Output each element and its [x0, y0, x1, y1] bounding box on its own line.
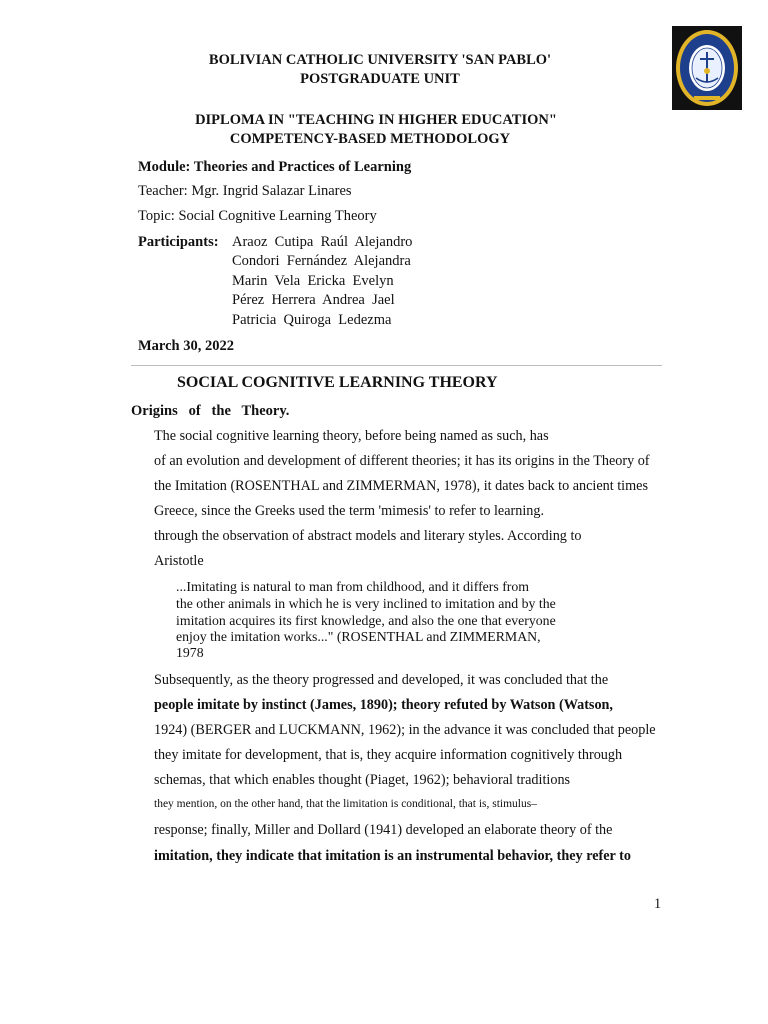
- topic-line: Topic: Social Cognitive Learning Theory: [138, 208, 377, 224]
- quote-line: the other animals in which he is very inclined to imitation and by the: [176, 596, 556, 611]
- quote-line: enjoy the imitation works..." (ROSENTHAL and ZIMMERMAN,: [176, 629, 541, 644]
- paragraph-line: The social cognitive learning theory, before being named as such, has: [154, 428, 549, 444]
- paragraph-line: imitation, they indicate that imitation is an instrumental behavior, they refer to: [154, 848, 631, 864]
- participant-name: Condori Fernández Alejandra: [232, 253, 411, 269]
- participants-label: Participants:: [138, 234, 219, 250]
- diploma-title: DIPLOMA IN "TEACHING IN HIGHER EDUCATION": [195, 112, 557, 128]
- quote-line: 1978: [176, 645, 204, 660]
- quote-line: ...Imitating is natural to man from childhood, and it differs from: [176, 579, 530, 594]
- paragraph-line: Aristotle: [154, 553, 204, 569]
- paragraph-line: through the observation of abstract models and literary styles. According to: [154, 528, 582, 544]
- quote-line: imitation acquires its first knowledge, and also the one that everyone: [176, 613, 556, 628]
- university-name: BOLIVIAN CATHOLIC UNIVERSITY 'SAN PABLO': [208, 52, 552, 68]
- paragraph-line: schemas, that which enables thought (Piaget, 1962); behavioral traditions: [154, 772, 571, 788]
- participant-name: Marin Vela Ericka Evelyn: [232, 273, 394, 289]
- paragraph-line: Subsequently, as the theory progressed and developed, it was concluded that the: [154, 672, 609, 688]
- methodology-title: COMPETENCY-BASED METHODOLOGY: [229, 131, 511, 147]
- module-line: Module: Theories and Practices of Learning: [138, 159, 412, 175]
- paragraph-line: response; finally, Miller and Dollard (1941) developed an elaborate theory of the: [154, 822, 613, 838]
- paragraph-line: people imitate by instinct (James, 1890); theory refuted by Watson (Watson,: [154, 697, 613, 713]
- university-seal-logo: [672, 26, 742, 110]
- page-number: 1: [654, 896, 662, 912]
- participant-name: Patricia Quiroga Ledezma: [232, 312, 392, 328]
- paragraph-line: they mention, on the other hand, that the limitation is conditional, that is, stimulus–: [154, 798, 537, 810]
- paragraph-line: Greece, since the Greeks used the term 'mimesis' to refer to learning.: [154, 503, 544, 519]
- paragraph-line: of an evolution and development of different theories; it has its origins in the Theory of: [154, 453, 650, 469]
- section-heading: Origins of the Theory.: [131, 403, 290, 419]
- participant-name: Pérez Herrera Andrea Jael: [232, 292, 395, 308]
- article-title: SOCIAL COGNITIVE LEARNING THEORY: [177, 374, 498, 391]
- section-divider: [131, 365, 662, 366]
- document-date: March 30, 2022: [138, 338, 234, 354]
- teacher-line: Teacher: Mgr. Ingrid Salazar Linares: [138, 183, 352, 199]
- unit-name: POSTGRADUATE UNIT: [300, 71, 460, 87]
- paragraph-line: 1924) (BERGER and LUCKMANN, 1962); in the advance it was concluded that people: [154, 722, 656, 738]
- paragraph-line: they imitate for development, that is, they acquire information cognitively through: [154, 747, 623, 763]
- paragraph-line: the Imitation (ROSENTHAL and ZIMMERMAN, 1978), it dates back to ancient times: [154, 478, 648, 494]
- participant-name: Araoz Cutipa Raúl Alejandro: [232, 234, 413, 250]
- seal-emblem-icon: [672, 26, 742, 110]
